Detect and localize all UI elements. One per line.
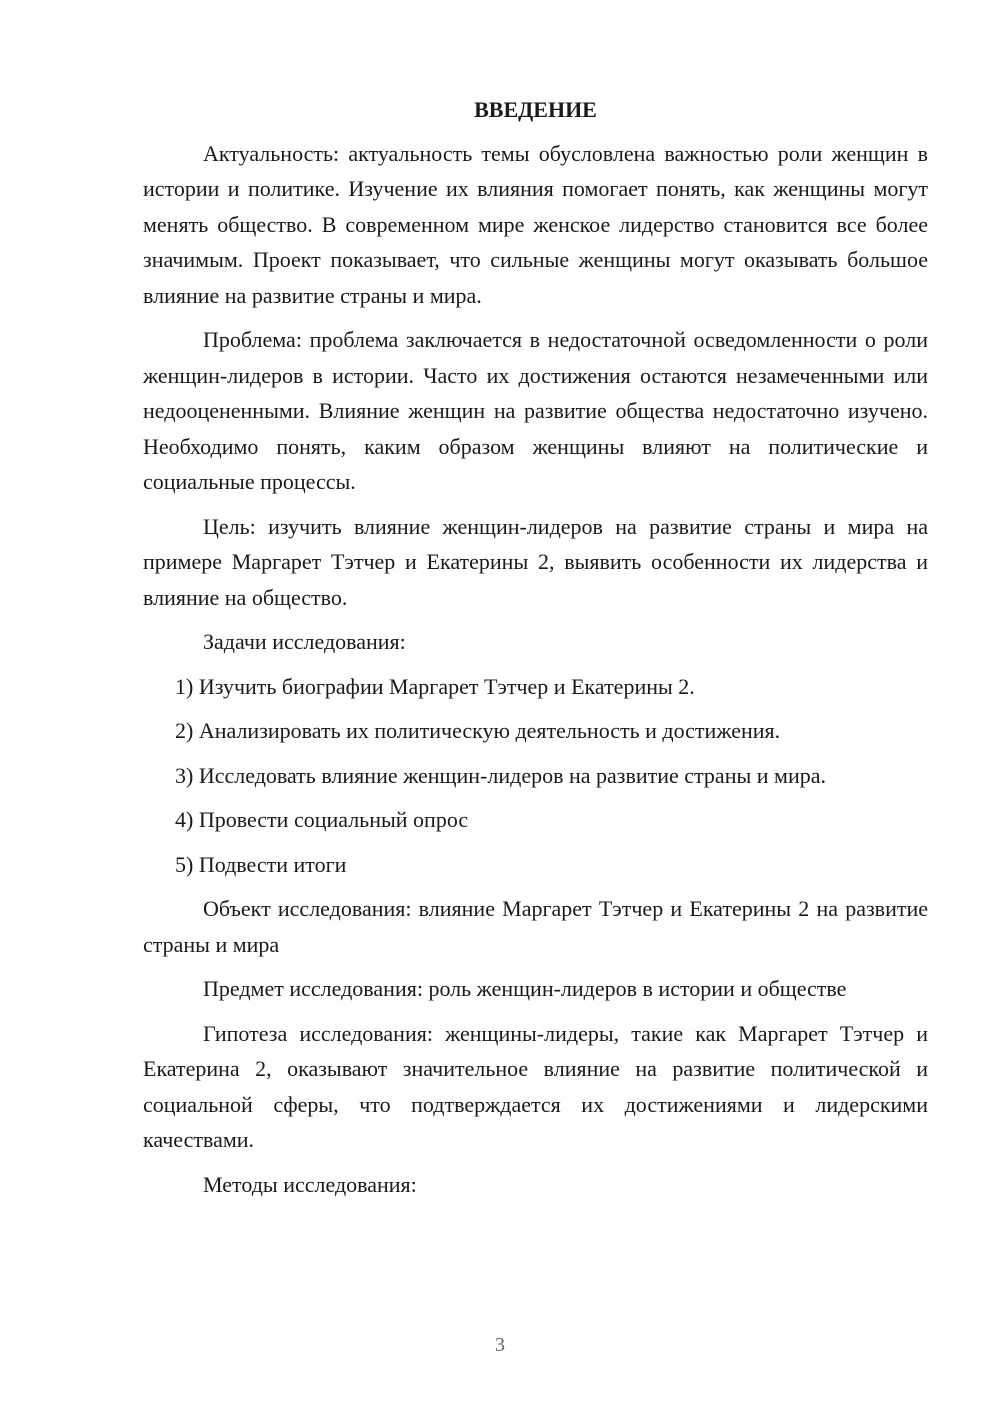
paragraph-goal: Цель: изучить влияние женщин-лидеров на развитие страны и мира на примере Маргарет Тэтчер и Екатерины 2, выявить особенности их лидерства и влияние на общество. (143, 513, 928, 610)
task-item: 4) Провести социальный опрос (175, 807, 469, 832)
task-item: 1) Изучить биографии Маргарет Тэтчер и Екатерины 2. (175, 673, 695, 699)
paragraph-relevance: Актуальность: актуальность темы обусловлена важностью роли женщин в истории и политике. Изучение их влияния помогает понять, как женщины могут менять общество. В современном мире женское лидерство становится все более значимым. Проект показывает, что сильные женщины могут оказывать большое влияние на развитие страны и мира. (143, 140, 928, 308)
paragraph-subject: Предмет исследования: роль женщин-лидеров в истории и обществе (203, 976, 847, 1001)
paragraph-problem: Проблема: проблема заключается в недостаточной осведомленности о роли женщин-лидеров в истории. Часто их достижения остаются незамеченными или недооцененными. Влияние женщин на развитие общества недостаточно изучено. Необходимо понять, каким образом женщины влияют на политические и социальные процессы. (143, 327, 928, 494)
paragraph-object: Объект исследования: влияние Маргарет Тэтчер и Екатерины 2 на развитие страны и мира (143, 896, 928, 957)
page-number: 3 (495, 1334, 505, 1356)
tasks-heading: Задачи исследования: (203, 629, 406, 654)
methods-heading: Методы исследования: (203, 1171, 417, 1197)
document-page (143, 92, 928, 1211)
task-item: 5) Подвести итоги (175, 851, 347, 877)
task-item: 3) Исследовать влияние женщин-лидеров на развитие страны и мира. (175, 762, 826, 788)
task-item: 2) Анализировать их политическую деятельность и достижения. (175, 718, 781, 743)
paragraph-hypothesis: Гипотеза исследования: женщины-лидеры, такие как Маргарет Тэтчер и Екатерина 2, оказывают значительное влияние на развитие политической и социальной сферы, что подтверждается их достижениями и лидерскими качествами. (143, 1020, 928, 1152)
page-title: ВВЕДЕНИЕ (474, 97, 597, 122)
